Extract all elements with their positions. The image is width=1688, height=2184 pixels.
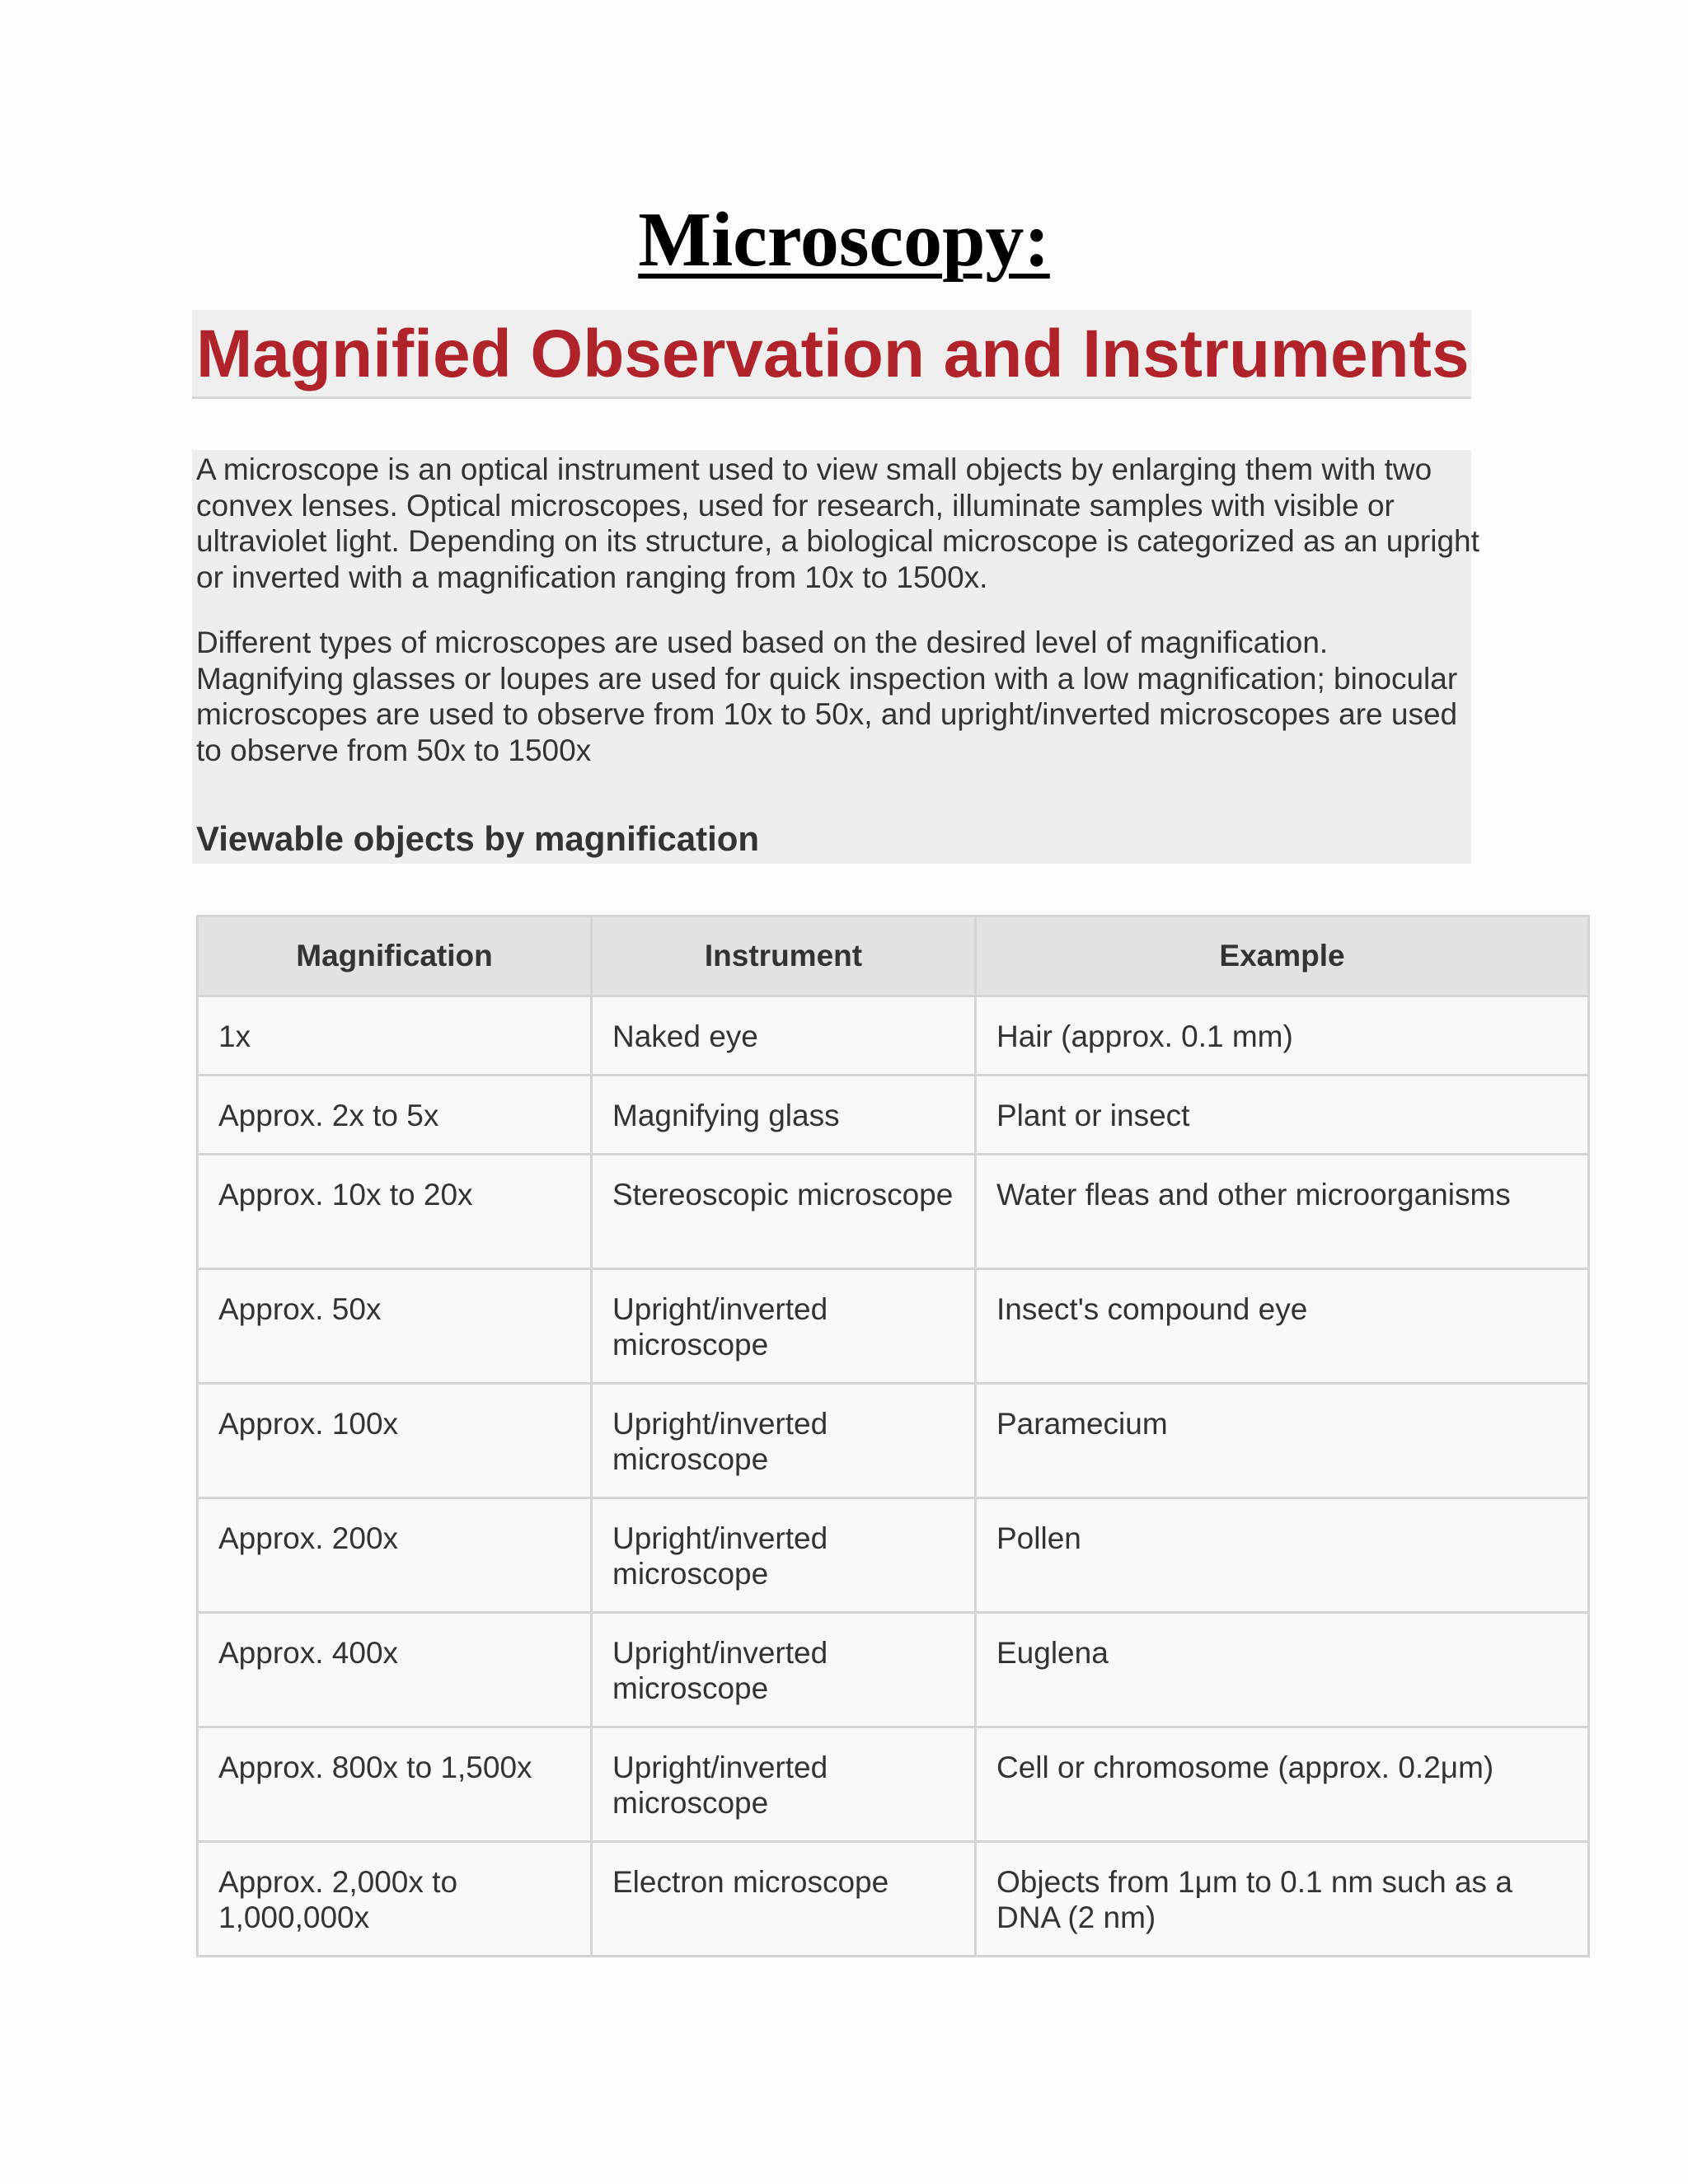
table-row xyxy=(198,1613,1589,1727)
cell-magnification: Approx. 10x to 20x xyxy=(198,1155,592,1269)
table-row xyxy=(198,996,1589,1076)
table-row xyxy=(198,1727,1589,1842)
document-title xyxy=(0,194,1688,285)
cell-instrument: Electron microscope xyxy=(592,1842,976,1957)
cell-magnification: Approx. 50x xyxy=(198,1269,592,1384)
cell-example: Hair (approx. 0.1 mm) xyxy=(976,996,1589,1076)
cell-example: Plant or insect xyxy=(976,1076,1589,1155)
cell-instrument: Upright/inverted microscope xyxy=(592,1613,976,1727)
cell-magnification: Approx. 200x xyxy=(198,1498,592,1613)
cell-example: Paramecium xyxy=(976,1384,1589,1498)
cell-example: Insect's compound eye xyxy=(976,1269,1589,1384)
cell-instrument: Stereoscopic microscope xyxy=(592,1155,976,1269)
cell-example: Objects from 1μm to 0.1 nm such as a DNA (2 nm) xyxy=(976,1842,1589,1957)
table-row xyxy=(198,1076,1589,1155)
table-row xyxy=(198,1842,1589,1957)
intro-paragraph-2: Different types of microscopes are used based on the desired level of magnification. Magnifying glasses or loupes are used for quick inspection with a low magnification; binocular microscopes are used to observe from 10x to 50x, and upright/inverted microscopes are used to observe from 50x to 1500x xyxy=(196,626,1458,767)
table-row xyxy=(198,1384,1589,1498)
cell-example: Water fleas and other microorganisms xyxy=(976,1155,1589,1269)
table-header-row xyxy=(198,916,1589,996)
cell-example: Euglena xyxy=(976,1613,1589,1727)
document-title-text: Microscopy: xyxy=(638,197,1050,283)
table-row xyxy=(198,1269,1589,1384)
table-row xyxy=(198,1498,1589,1613)
cell-instrument: Upright/inverted microscope xyxy=(592,1384,976,1498)
cell-magnification: 1x xyxy=(198,996,592,1076)
section-heading: Viewable objects by magnification xyxy=(196,819,760,858)
cell-magnification: Approx. 800x to 1,500x xyxy=(198,1727,592,1842)
cell-magnification: Approx. 100x xyxy=(198,1384,592,1498)
cell-magnification: Approx. 400x xyxy=(198,1613,592,1727)
magnification-table xyxy=(196,915,1590,1957)
cell-magnification: Approx. 2x to 5x xyxy=(198,1076,592,1155)
cell-instrument: Upright/inverted microscope xyxy=(592,1498,976,1613)
cell-magnification: Approx. 2,000x to 1,000,000x xyxy=(198,1842,592,1957)
header-instrument: Instrument xyxy=(592,916,976,996)
intro-paragraph-1: A microscope is an optical instrument used to view small objects by enlarging them with two convex lenses. Optical microscopes, used for research, illuminate samples with visible or ultraviolet light. Depending on its structure, a biological microscope is categorized as an upright or inverted with a magnification ranging from 10x to 1500x. xyxy=(196,452,1479,594)
cell-instrument: Naked eye xyxy=(592,996,976,1076)
cell-example: Pollen xyxy=(976,1498,1589,1613)
cell-instrument: Upright/inverted microscope xyxy=(592,1269,976,1384)
document-subtitle: Magnified Observation and Instruments xyxy=(196,316,1470,391)
cell-instrument: Upright/inverted microscope xyxy=(592,1727,976,1842)
cell-example: Cell or chromosome (approx. 0.2μm) xyxy=(976,1727,1589,1842)
header-example: Example xyxy=(976,916,1589,996)
cell-instrument: Magnifying glass xyxy=(592,1076,976,1155)
header-magnification: Magnification xyxy=(198,916,592,996)
table-row xyxy=(198,1155,1589,1269)
